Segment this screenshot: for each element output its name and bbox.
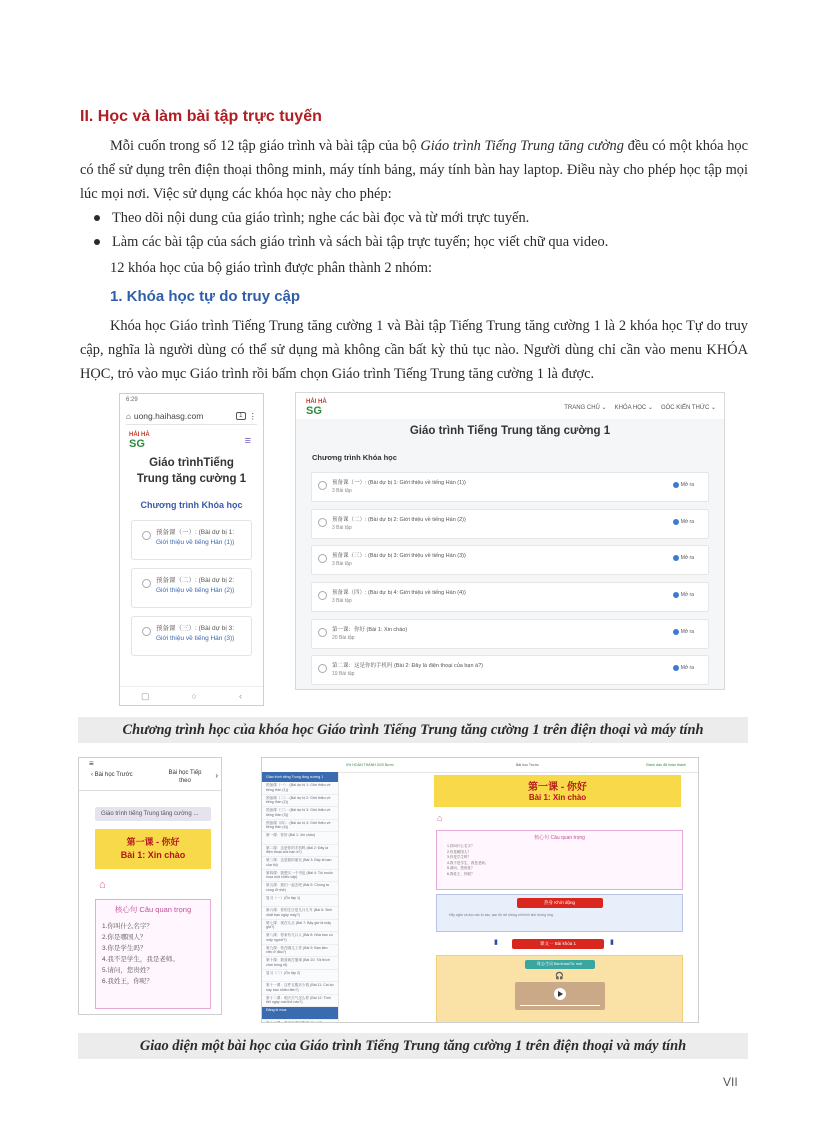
phone-screenshot-lesson (78, 757, 222, 1015)
lesson-row[interactable]: 预备课（二）: (Bài dự bị 2: Giới thiệu về tiếng Hán (2)) 3 Bài tập Mở ra (311, 509, 709, 539)
home-button-icon[interactable]: ○ (191, 691, 197, 701)
lesson-sidebar (262, 772, 339, 1022)
para1-pre: Mỗi cuốn trong số 12 tập giáo trình và bài tập của bộ (110, 138, 421, 154)
page-number: VII (723, 1075, 738, 1089)
section-title: II. Học và làm bài tập trực tuyến (80, 108, 322, 125)
subsection-title: 1. Khóa học tự do truy cập (110, 288, 301, 305)
phone-screenshot-course (119, 393, 264, 706)
url-text: uong.haihasg.com (133, 411, 204, 421)
next-lesson-button[interactable]: Bài học Tiếp theo (168, 770, 202, 784)
sidebar-lesson-item[interactable]: 第十一课：这件衣服多少钱 (Bài 11: Cái áo này bao nhiêu tiền?) (262, 982, 338, 995)
tabs-count: 1 (236, 412, 245, 420)
recent-apps-icon[interactable]: ▢ (141, 690, 150, 701)
course-title: Giáo trìnhTiếng Trung tăng cường 1 (136, 457, 247, 485)
lesson-row[interactable]: 第一课：你好 (Bài 1: Xin chào) 20 Bài tập Mở ra (311, 619, 709, 649)
home-icon: ⌂ (126, 411, 131, 421)
nav-courses[interactable]: KHÓA HỌC ⌄ (614, 405, 653, 411)
caption-lesson: Giao diện một bài học của Giáo trình Tiếng Trung tăng cường 1 trên điện thoại và máy tính (78, 1033, 748, 1059)
logo: HẢI HÀ SG (129, 432, 150, 450)
para1-emphasis: Giáo trình Tiếng Trung tăng cường (420, 138, 624, 154)
sidebar-lesson-item[interactable]: 第二课：这是你的手机吗 (Bài 2: Đây là điện thoại của bạn à?) (262, 845, 338, 858)
sidebar-lesson-item[interactable]: 第十课：我喜欢打篮球 (Bài 10: Tôi thích chơi bóng rổ) (262, 957, 338, 970)
lesson-card[interactable]: 预备课（三）: (Bài dự bị 3: Giới thiệu về tiếng Hán (3)) (131, 616, 252, 656)
nav-knowledge[interactable]: GÓC KIẾN THỨC ⌄ (660, 405, 716, 411)
sidebar-lesson-item[interactable]: 预备课（一）: (Bài dự bị 1: Giới thiệu về tiếng Hán (1)) (262, 782, 338, 795)
desktop-screenshot-course (295, 392, 725, 690)
sidebar-lesson-item[interactable]: 第六课：你的生日是几月几号 (Bài 6: Sinh nhật bạn ngày mấy?) (262, 907, 338, 920)
audio-player[interactable] (515, 982, 605, 1010)
hamburger-icon[interactable]: ≡ (89, 759, 94, 768)
paragraph-intro (80, 134, 748, 206)
back-icon[interactable]: ‹ (238, 691, 242, 701)
sidebar-lesson-item[interactable]: 第七课：现在几点 (Bài 7: Bây giờ là mấy giờ?) (262, 920, 338, 933)
check-icon (673, 482, 679, 488)
desktop-screenshot-lesson (261, 757, 699, 1023)
radio-icon (318, 591, 327, 600)
course-title: Giáo trình Tiếng Trung tăng cường 1 (409, 425, 611, 437)
sidebar-lesson-item[interactable]: 第九课：你在哪儿工作 (Bài 9: Bạn làm việc ở đâu?) (262, 945, 338, 958)
radio-icon (318, 554, 327, 563)
nav-home[interactable]: TRANG CHỦ ⌄ (564, 405, 607, 411)
radio-icon (142, 531, 151, 540)
lesson-row[interactable]: 预备课（四）: (Bài dự bị 4: Giới thiệu về tiếng Hán (4)) 3 Bài tập Mở ra (311, 582, 709, 612)
sidebar-lesson-item[interactable]: 预备课（四）: (Bài dự bị 4: Giới thiệu về tiếng Hán (4)) (262, 820, 338, 833)
lesson-card[interactable]: 预备课（二）: (Bài dự bị 2: Giới thiệu về tiếng Hán (2)) (131, 568, 252, 608)
lesson-row[interactable]: 预备课（一）: (Bài dự bị 1: Giới thiệu về tiếng Hán (1)) 3 Bài tập Mở ra (311, 472, 709, 502)
sidebar-lesson-item[interactable]: 预备课（三）: (Bài dự bị 3: Giới thiệu về tiếng Hán (3)) (262, 807, 338, 820)
lesson-banner: 第一课 - 你好 Bài 1: Xin chào (434, 775, 681, 807)
text-button[interactable]: 课文一 Bài khóa 1 (512, 939, 604, 949)
vocab-box (436, 955, 683, 1023)
home-icon[interactable]: ⌂ (437, 813, 443, 823)
headphones-icon: 🎧 (555, 973, 564, 980)
sidebar-lesson-item[interactable]: 第三课：这是我的朋友 (Bài 3: Đây là bạn của tôi) (262, 857, 338, 870)
sidebar-lesson-item[interactable]: 第八课：你家有几口人 (Bài 8: Nhà bạn có mấy người?) (262, 932, 338, 945)
check-icon (673, 629, 679, 635)
menu-dots-icon: ⋮ (248, 410, 257, 421)
phone-time: 6:29 (126, 397, 138, 403)
key-sentences-box: 核心句 Câu quan trọng 1.你叫什么名字？ 2.你是哪国人？ 3.你是学生吗？ 4.我不是学生，我是老师。 5.请问，您贵姓？ 6.我姓王，你呢？ (95, 899, 211, 1009)
sidebar-lesson-item[interactable]: 复习（二）(Ôn tập 2) (262, 970, 338, 983)
sidebar-lesson-item[interactable]: 第十三课：我们去看电影吧 (Bài 13) (262, 1020, 338, 1024)
paragraph-groups: 12 khóa học của bộ giáo trình được phân thành 2 nhóm: (110, 260, 432, 276)
caption-course: Chương trình học của khóa học Giáo trình Tiếng Trung tăng cường 1 trên điện thoại và máy tính (78, 717, 748, 743)
course-breadcrumb[interactable]: Giáo trình tiếng Trung tăng cường ... (95, 807, 211, 821)
key-sentences-box: 核心句 Câu quan trọng 1.你叫什么名字？ 2.你是哪国人？ 3.你是学生吗？ 4.我不是学生，我是老师。 5.请问，您贵姓？ 6.我姓王，你呢？ (436, 830, 683, 890)
hamburger-icon[interactable]: ≡ (244, 435, 251, 447)
check-icon (673, 592, 679, 598)
lesson-banner: 第一课 - 你好 Bài 1: Xin chào (95, 829, 211, 869)
sidebar-lesson-item[interactable]: Đăng kí mua (262, 1007, 338, 1020)
radio-icon (142, 579, 151, 588)
sidebar-lesson-item[interactable]: 预备课（二）: (Bài dự bị 2: Giới thiệu về tiếng Hán (2)) (262, 795, 338, 808)
bullet-item: Làm các bài tập của sách giáo trình và sách bài tập trực tuyến; học viết chữ qua video. (112, 230, 752, 254)
sidebar-lesson-item[interactable]: 第四课：我想买一个书包 (Bài 4: Tôi muốn mua một chiếc cặp) (262, 870, 338, 883)
paragraph-free-access: Khóa học Giáo trình Tiếng Trung tăng cường 1 và Bài tập Tiếng Trung tăng cường 1 là 2 khóa học Tự do truy cập, nghĩa là người dùng có thể sử dụng mà không cần bất kỳ thủ tục nào. Người dùng chỉ cần vào menu KHÓA HỌC, trỏ vào mục Giáo trình rồi bấm chọn Giáo trình Tiếng Trung tăng cường 1 là được. (80, 318, 748, 382)
sidebar-lesson-item[interactable]: 第十二课：明天天气怎么样 (Bài 12: Thời tiết ngày mai thế nào?) (262, 995, 338, 1008)
lesson-row[interactable]: 预备课（三）: (Bài dự bị 3: Giới thiệu về tiếng Hán (3)) 3 Bài tập Mở ra (311, 545, 709, 575)
lesson-card[interactable]: 预备课（一）: (Bài dự bị 1: Giới thiệu về tiếng Hán (1)) (131, 520, 252, 560)
vocab-button[interactable]: 课文/生词 Bài khóa/Từ mới (525, 960, 595, 969)
radio-icon (318, 628, 327, 637)
sidebar-lesson-item[interactable]: 复习（一）(Ôn tập 1) (262, 895, 338, 908)
program-heading: Chương trình Khóa học (140, 500, 243, 510)
warmup-box: 热身 Khởi động Hãy nghe và đọc các từ sau, sau đó nối chúng với hình ảnh tương ứng. (436, 894, 683, 932)
progress-text: 0% HOÀN THÀNH 0/20 Bước (346, 763, 394, 767)
lesson-row[interactable]: 第二课：这是你的手机吗 (Bài 2: Đây là điện thoại của bạn à?) 19 Bài tập Mở ra (311, 655, 709, 685)
book-icon[interactable]: ▮ (610, 939, 614, 946)
book-icon[interactable]: ▮ (494, 939, 498, 946)
chevron-right-icon[interactable]: › (215, 771, 218, 780)
sidebar-lesson-item[interactable]: 第五课：我们一起去吧 (Bài 5: Chúng ta cùng đi nhé) (262, 882, 338, 895)
prev-lesson-button[interactable]: ‹ Bài học Trước (91, 772, 133, 778)
play-icon[interactable] (558, 991, 563, 997)
check-icon (673, 555, 679, 561)
radio-icon (142, 627, 151, 636)
sidebar-lesson-item[interactable]: 第一课：你好 (Bài 1: Xin chào) (262, 832, 338, 845)
prev-lesson-button[interactable]: Bài học Trước (516, 763, 539, 767)
home-icon[interactable]: ⌂ (99, 879, 106, 891)
para1-post: đều có một khóa học có thể sử dụng trên điện thoại thông minh, máy tính bảng, máy tính bàn hay laptop. Điều này cho phép học tập mọi lúc mọi nơi. Việc sử dụng các khóa học này cho phép: (80, 138, 748, 202)
logo: HẢI HÀ SG (306, 399, 327, 417)
program-heading: Chương trình Khóa học (312, 453, 397, 462)
radio-icon (318, 518, 327, 527)
check-icon (673, 665, 679, 671)
radio-icon (318, 664, 327, 673)
warmup-button[interactable]: 热身 Khởi động (517, 898, 603, 908)
check-icon (673, 519, 679, 525)
radio-icon (318, 481, 327, 490)
mark-complete-button[interactable]: Đánh dấu đã hoàn thành (646, 763, 686, 767)
sidebar-course-title: Giáo trình tiếng Trung tăng cường 1 (262, 772, 338, 782)
bullet-item: Theo dõi nội dung của giáo trình; nghe các bài đọc và từ mới trực tuyến. (112, 206, 752, 230)
